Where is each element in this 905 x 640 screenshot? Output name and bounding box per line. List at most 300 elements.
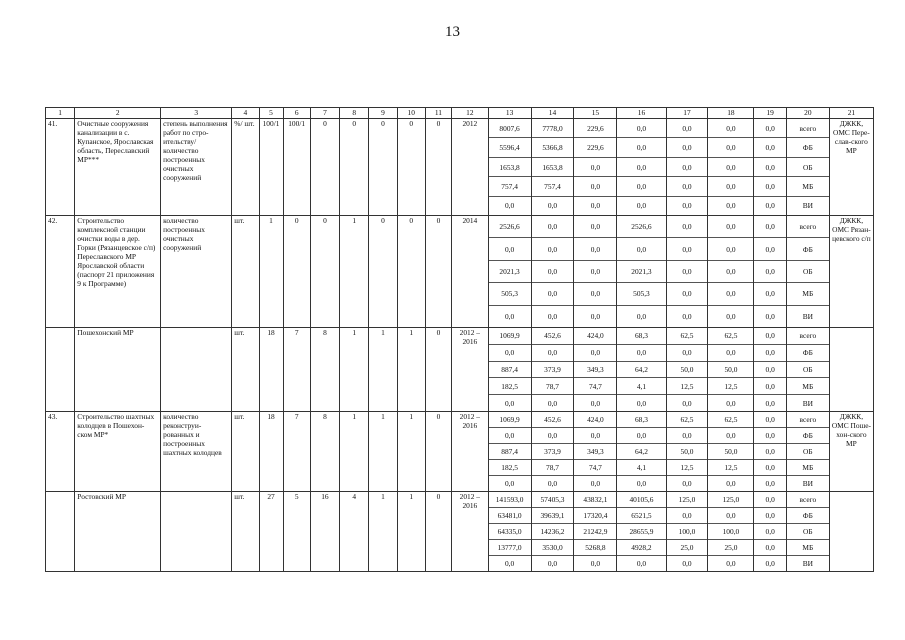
column-number-6: 6 [283,108,310,119]
amount-value: 229,6 [587,123,604,133]
indicator-name: количество построенных очистных сооружений [161,216,232,328]
target-c5: 1 [259,216,283,328]
funding-source-label: ВИ [787,196,829,215]
amount-value: 0,0 [682,123,692,133]
unit-cell: шт. [232,412,259,492]
funding-c16-cell [617,328,666,412]
amount-value: 0,0 [574,555,616,571]
table-row [46,492,874,572]
column-number-3: 3 [161,108,232,119]
amount-value: 0,0 [617,555,665,571]
funding-c14-cell [531,328,574,412]
column-number-11: 11 [425,108,451,119]
amount-value: 2526,6 [499,222,520,232]
target-c6: 5 [283,492,310,572]
funding-source-label: МБ [787,539,829,555]
amount-value: 62,5 [680,331,694,341]
column-number-4: 4 [232,108,259,119]
funding-c14-cell [531,216,574,328]
funding-c19-cell [754,216,786,328]
amount-value: 0,0 [617,305,665,327]
amount-value: 28655,9 [617,523,665,539]
target-c8: 1 [340,412,369,492]
column-number-14: 14 [531,108,574,119]
amount-value: 424,0 [587,331,604,341]
amount-value: 78,7 [532,459,574,475]
target-c9: 0 [369,216,397,328]
amount-value: 0,0 [754,196,785,215]
amount-value: 0,0 [532,282,574,304]
funding-source-cell [786,119,829,216]
amount-value: 0,0 [754,260,785,282]
funding-source-label: ФБ [787,507,829,523]
target-c6: 100/1 [283,119,310,216]
amount-value: 0,0 [489,237,531,259]
funding-source-label: ВИ [787,475,829,491]
amount-value: 0,0 [617,137,665,156]
column-number-19: 19 [754,108,786,119]
funding-c18-cell [708,119,754,216]
amount-value: 0,0 [708,305,753,327]
amount-value: 0,0 [574,196,616,215]
amount-value: 0,0 [617,237,665,259]
amount-value: 452,6 [544,415,561,424]
target-c7: 0 [310,216,339,328]
amount-value: 3530,0 [532,539,574,555]
amount-value: 0,0 [667,282,708,304]
amount-value: 0,0 [754,137,785,156]
amount-value: 0,0 [754,507,785,523]
amount-value: 0,0 [708,282,753,304]
column-number-8: 8 [340,108,369,119]
column-number-16: 16 [617,108,666,119]
funding-source-label: всего [799,222,817,232]
amount-value: 0,0 [574,305,616,327]
funding-source-label: ФБ [787,137,829,156]
amount-value: 887,4 [489,361,531,378]
target-c7: 16 [310,492,339,572]
amount-value: 141593,0 [495,495,524,504]
amount-value: 64335,0 [489,523,531,539]
amount-value: 0,0 [754,394,785,411]
amount-value: 0,0 [754,427,785,443]
funding-c17-cell [666,412,708,492]
amount-value: 1069,9 [499,415,520,424]
amount-value: 0,0 [617,157,665,176]
funding-c13-cell [488,412,531,492]
target-c10: 0 [397,119,425,216]
amount-value: 229,6 [574,137,616,156]
column-number-2: 2 [75,108,161,119]
unit-cell: шт. [232,216,259,328]
target-c11: 0 [425,216,451,328]
amount-value: 4,1 [617,377,665,394]
amount-value: 68,3 [634,331,648,341]
amount-value: 0,0 [708,555,753,571]
amount-value: 8007,6 [499,123,520,133]
column-number-20: 20 [786,108,829,119]
amount-value: 0,0 [574,157,616,176]
funding-source-label: ФБ [787,237,829,259]
funding-c13-cell [488,216,531,328]
column-number-21: 21 [829,108,873,119]
amount-value: 0,0 [708,157,753,176]
amount-value: 39639,1 [532,507,574,523]
target-c11: 0 [425,119,451,216]
target-c10: 0 [397,216,425,328]
funding-c15-cell [574,492,617,572]
amount-value: 0,0 [489,344,531,361]
target-c5: 18 [259,412,283,492]
indicator-name [161,328,232,412]
table-row [46,216,874,328]
amount-value: 62,5 [724,331,738,341]
amount-value: 0,0 [708,344,753,361]
amount-value: 14236,2 [532,523,574,539]
amount-value: 0,0 [667,555,708,571]
amount-value: 12,5 [708,377,753,394]
period-cell: 2012 [452,119,489,216]
amount-value: 25,0 [708,539,753,555]
amount-value: 0,0 [754,305,785,327]
amount-value: 0,0 [532,260,574,282]
funding-c15-cell [574,328,617,412]
funding-c17-cell [666,119,708,216]
period-cell: 2012 – 2016 [452,492,489,572]
amount-value: 63481,0 [489,507,531,523]
funding-c17-cell [666,328,708,412]
amount-value: 0,0 [754,443,785,459]
table-row [46,119,874,216]
amount-value: 0,0 [489,305,531,327]
column-number-1: 1 [46,108,75,119]
amount-value: 0,0 [667,394,708,411]
amount-value: 182,5 [489,459,531,475]
amount-value: 0,0 [590,222,601,232]
target-c9: 1 [369,492,397,572]
object-name: Ростовский МР [75,492,161,572]
target-c11: 0 [425,328,451,412]
amount-value: 2021,3 [489,260,531,282]
amount-value: 0,0 [617,475,665,491]
amount-value: 424,0 [587,415,604,424]
object-name: Строительство комплексной станции очистки воды в дер. Горки (Рязанцевское с/п) Переславского МР Ярославской области (паспорт 21 приложения 9 к Программе) [75,216,161,328]
amount-value: 74,7 [574,377,616,394]
amount-value: 0,0 [765,495,775,504]
amount-value: 12,5 [667,459,708,475]
target-c6: 0 [283,216,310,328]
amount-value: 57405,3 [540,495,565,504]
amount-value: 0,0 [708,475,753,491]
funding-c15-cell [574,119,617,216]
amount-value: 1653,8 [532,157,574,176]
target-c10: 1 [397,328,425,412]
amount-value: 12,5 [708,459,753,475]
amount-value: 0,0 [754,237,785,259]
funding-c18-cell [708,492,754,572]
amount-value: 64,2 [617,443,665,459]
amount-value: 13777,0 [489,539,531,555]
amount-value: 0,0 [532,475,574,491]
table-row [46,328,874,412]
amount-value: 50,0 [708,361,753,378]
target-c7: 8 [310,412,339,492]
funding-c17-cell [666,216,708,328]
executor-cell: ДЖКК, ОМС Рязан-цевского с/п [829,216,873,328]
amount-value: 0,0 [574,282,616,304]
funding-c13-cell [488,328,531,412]
amount-value: 0,0 [754,176,785,195]
target-c10: 1 [397,492,425,572]
amount-value: 0,0 [636,123,647,133]
amount-value: 0,0 [708,260,753,282]
amount-value: 0,0 [708,176,753,195]
amount-value: 5366,8 [532,137,574,156]
amount-value: 0,0 [765,123,775,133]
amount-value: 0,0 [667,475,708,491]
period-cell: 2012 – 2016 [452,328,489,412]
target-c9: 1 [369,412,397,492]
amount-value: 0,0 [489,427,531,443]
amount-value: 182,5 [489,377,531,394]
amount-value: 0,0 [765,415,775,424]
amount-value: 887,4 [489,443,531,459]
amount-value: 100,0 [667,523,708,539]
funding-c16-cell [617,492,666,572]
funding-c16-cell [617,412,666,492]
amount-value: 17320,4 [574,507,616,523]
amount-value: 43832,1 [583,495,608,504]
amount-value: 50,0 [667,443,708,459]
funding-c17-cell [666,492,708,572]
amount-value: 0,0 [667,157,708,176]
unit-cell: шт. [232,492,259,572]
amount-value: 505,3 [617,282,665,304]
column-number-18: 18 [708,108,754,119]
funding-source-label: ВИ [787,305,829,327]
amount-value: 0,0 [617,427,665,443]
amount-value: 0,0 [574,394,616,411]
amount-value: 0,0 [532,427,574,443]
indicator-name: степень выполнения работ по стро-ительству/ количество построенных очистных сооружений [161,119,232,216]
amount-value: 0,0 [765,222,775,232]
amount-value: 0,0 [532,344,574,361]
funding-c14-cell [531,492,574,572]
amount-value: 0,0 [708,427,753,443]
funding-c19-cell [754,492,786,572]
target-c5: 100/1 [259,119,283,216]
funding-source-label: всего [799,123,817,133]
executor-cell [829,492,873,572]
table-row [46,412,874,492]
amount-value: 0,0 [667,176,708,195]
amount-value: 64,2 [617,361,665,378]
amount-value: 0,0 [532,555,574,571]
target-c9: 0 [369,119,397,216]
amount-value: 0,0 [708,137,753,156]
amount-value: 40105,6 [629,495,654,504]
column-number-15: 15 [574,108,617,119]
amount-value: 4,1 [617,459,665,475]
target-c8: 0 [340,119,369,216]
target-c5: 27 [259,492,283,572]
amount-value: 0,0 [708,237,753,259]
amount-value: 0,0 [532,237,574,259]
unit-cell: %/ шт. [232,119,259,216]
object-name: Пошехонский МР [75,328,161,412]
target-c5: 18 [259,328,283,412]
amount-value: 0,0 [754,459,785,475]
amount-value: 0,0 [754,377,785,394]
column-number-7: 7 [310,108,339,119]
indicator-name: количество реконструи-рованных и построенных шахтных колодцев [161,412,232,492]
amount-value: 349,3 [574,443,616,459]
funding-source-label: ОБ [787,443,829,459]
column-number-17: 17 [666,108,708,119]
period-cell: 2014 [452,216,489,328]
period-cell: 2012 – 2016 [452,412,489,492]
amount-value: 0,0 [754,361,785,378]
amount-value: 0,0 [667,427,708,443]
amount-value: 12,5 [667,377,708,394]
amount-value: 373,9 [532,443,574,459]
funding-source-label: ОБ [787,157,829,176]
funding-c19-cell [754,119,786,216]
amount-value: 6521,5 [617,507,665,523]
executor-cell [829,328,873,412]
amount-value: 0,0 [489,555,531,571]
funding-source-cell [786,328,829,412]
funding-c16-cell [617,216,666,328]
amount-value: 0,0 [489,196,531,215]
amount-value: 0,0 [726,222,736,232]
amount-value: 125,0 [722,495,740,504]
amount-value: 0,0 [765,331,775,341]
column-number-13: 13 [488,108,531,119]
target-c7: 8 [310,328,339,412]
funding-c18-cell [708,216,754,328]
amount-value: 0,0 [754,475,785,491]
funding-source-label: ФБ [787,344,829,361]
funding-source-label: всего [799,331,817,341]
amount-value: 0,0 [667,507,708,523]
column-number-12: 12 [452,108,489,119]
amount-value: 74,7 [574,459,616,475]
amount-value: 0,0 [667,305,708,327]
target-c11: 0 [425,492,451,572]
amount-value: 0,0 [667,137,708,156]
funding-source-cell [786,412,829,492]
funding-source-label: всего [799,415,817,424]
funding-source-label: ОБ [787,361,829,378]
funding-c14-cell [531,119,574,216]
target-c8: 1 [340,328,369,412]
amount-value: 0,0 [617,176,665,195]
funding-source-label: МБ [787,282,829,304]
amount-value: 5596,4 [489,137,531,156]
amount-value: 0,0 [532,196,574,215]
unit-cell: шт. [232,328,259,412]
funding-c16-cell [617,119,666,216]
amount-value: 0,0 [667,196,708,215]
amount-value: 78,7 [532,377,574,394]
funding-source-label: ОБ [787,523,829,539]
amount-value: 0,0 [708,507,753,523]
budget-table [45,107,874,572]
amount-value: 2526,6 [631,222,652,232]
amount-value: 0,0 [754,523,785,539]
amount-value: 100,0 [708,523,753,539]
amount-value: 0,0 [754,539,785,555]
amount-value: 4928,2 [617,539,665,555]
amount-value: 0,0 [667,237,708,259]
amount-value: 0,0 [532,394,574,411]
amount-value: 0,0 [574,176,616,195]
funding-c18-cell [708,328,754,412]
executor-cell: ДЖКК, ОМС Поше-хон-ского МР [829,412,873,492]
amount-value: 0,0 [726,123,736,133]
amount-value: 0,0 [532,305,574,327]
target-c6: 7 [283,412,310,492]
funding-c18-cell [708,412,754,492]
object-name: Очистные сооружения канализации в с. Купанское, Ярославская область, Переславский МР*** [75,119,161,216]
funding-source-label: всего [799,495,817,504]
amount-value: 0,0 [547,222,558,232]
column-number-5: 5 [259,108,283,119]
target-c9: 1 [369,328,397,412]
funding-c19-cell [754,328,786,412]
page-number: 13 [445,24,460,40]
amount-value: 0,0 [617,394,665,411]
amount-value: 505,3 [489,282,531,304]
object-name: Строительство шахтных колодцев в Пошехон-ском МР* [75,412,161,492]
amount-value: 757,4 [532,176,574,195]
funding-source-label: МБ [787,377,829,394]
column-number-9: 9 [369,108,397,119]
amount-value: 25,0 [667,539,708,555]
target-c10: 1 [397,412,425,492]
amount-value: 0,0 [574,475,616,491]
funding-source-label: ОБ [787,260,829,282]
amount-value: 1069,9 [499,331,520,341]
amount-value: 0,0 [489,475,531,491]
amount-value: 0,0 [574,344,616,361]
amount-value: 2021,3 [617,260,665,282]
funding-source-cell [786,492,829,572]
amount-value: 0,0 [617,344,665,361]
amount-value: 125,0 [678,495,696,504]
funding-c14-cell [531,412,574,492]
amount-value: 62,5 [680,415,694,424]
amount-value: 50,0 [667,361,708,378]
funding-source-label: ФБ [787,427,829,443]
amount-value: 0,0 [667,260,708,282]
funding-source-label: ВИ [787,555,829,571]
amount-value: 0,0 [754,282,785,304]
amount-value: 0,0 [708,394,753,411]
amount-value: 452,6 [544,331,561,341]
target-c7: 0 [310,119,339,216]
indicator-name [161,492,232,572]
amount-value: 5268,8 [574,539,616,555]
funding-c19-cell [754,412,786,492]
column-number-10: 10 [397,108,425,119]
funding-c15-cell [574,216,617,328]
amount-value: 373,9 [532,361,574,378]
row-number: 42. [46,216,75,328]
funding-source-label: ВИ [787,394,829,411]
amount-value: 0,0 [574,237,616,259]
